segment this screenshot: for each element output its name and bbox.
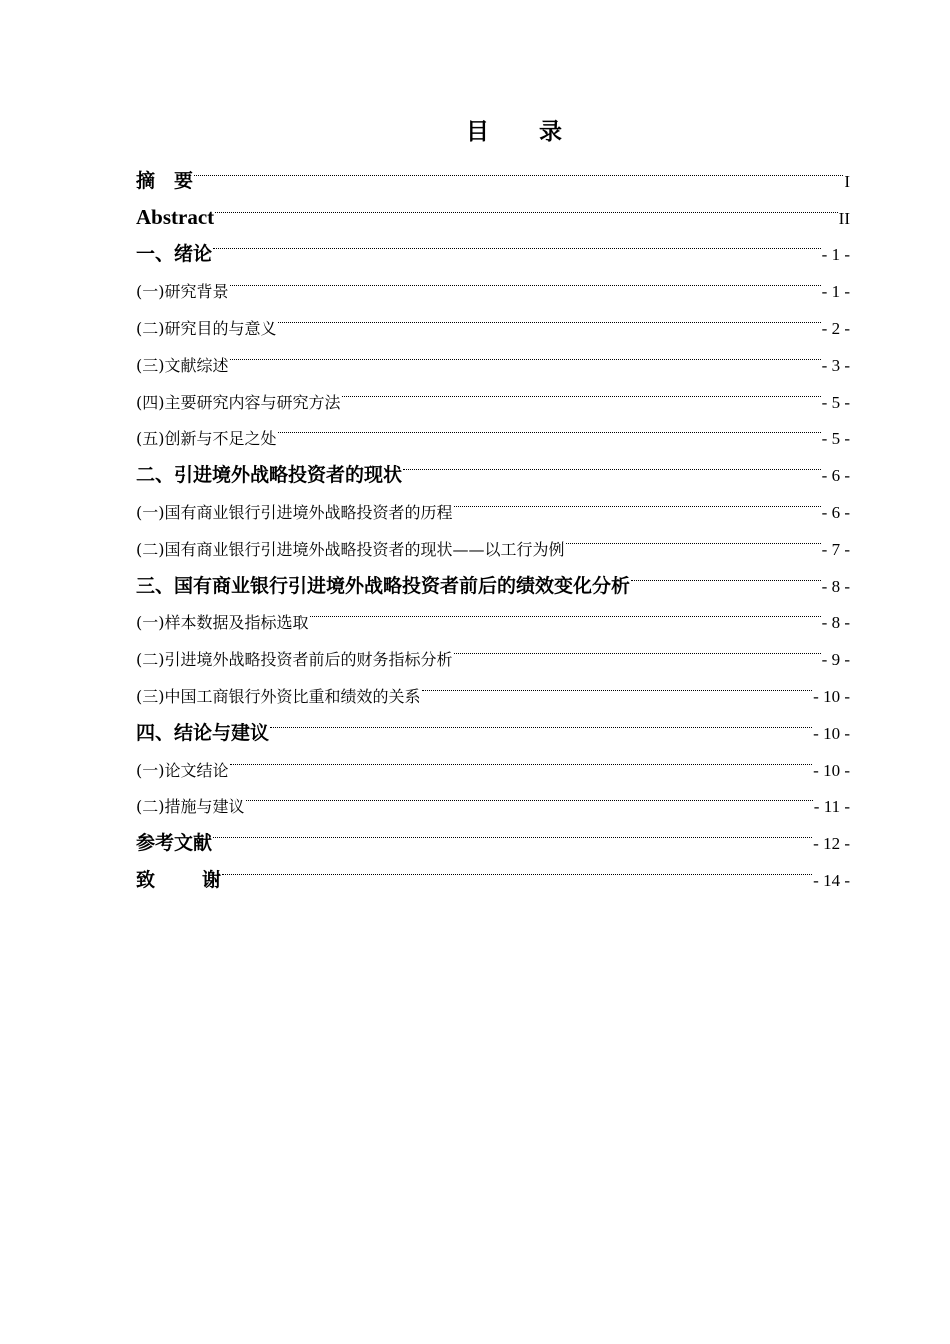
toc-entry[interactable]	[136, 187, 850, 229]
toc-entry-page-number: - 8 -	[821, 613, 850, 633]
toc-entry-page-number: - 3 -	[821, 355, 850, 375]
toc-entry[interactable]	[136, 776, 850, 817]
toc-entry-label: Abstract	[136, 204, 215, 229]
toc-entry-label: 四、结论与建议	[136, 721, 270, 744]
toc-entry-label: (五)创新与不足之处	[136, 429, 277, 449]
toc-entry-page-number: - 7 -	[821, 539, 850, 559]
toc-dot-leader	[309, 592, 822, 629]
toc-entry-page-number: - 10 -	[813, 760, 850, 780]
toc-entry-page-number: - 1 -	[821, 282, 850, 302]
toc-entry-label: 一、绪论	[136, 243, 213, 266]
toc-entry-label-char: 谢	[202, 868, 222, 891]
toc-entry-page-number: - 6 -	[821, 466, 850, 486]
toc-title	[0, 114, 950, 150]
toc-entry-label: (三)文献综述	[136, 355, 229, 375]
toc-entry-page-number: - 8 -	[821, 576, 850, 596]
toc-entry-label: (一)研究背景	[136, 282, 229, 302]
toc-dot-leader	[269, 702, 813, 739]
toc-dot-leader	[229, 260, 822, 297]
toc-entry[interactable]	[136, 224, 850, 266]
toc-dot-leader	[193, 150, 844, 187]
toc-entry-label: (一)国有商业银行引进境外战略投资者的历程	[136, 502, 453, 522]
toc-entry-page-number: II	[838, 208, 850, 228]
toc-dot-leader	[229, 739, 814, 776]
toc-entry-label: (一)样本数据及指标选取	[136, 613, 309, 633]
toc-entry-label: (二)措施与建议	[136, 797, 245, 817]
toc-entry-page-number: - 10 -	[813, 723, 850, 743]
toc-entry-page-number: - 1 -	[821, 245, 850, 265]
toc-entry[interactable]	[136, 260, 850, 302]
toc-entry-label-char: 致	[136, 868, 156, 891]
toc-entry[interactable]	[136, 371, 850, 412]
toc-entry[interactable]	[136, 812, 850, 855]
toc-entry[interactable]	[136, 739, 850, 780]
toc-dot-leader	[212, 224, 822, 261]
toc-entry[interactable]	[136, 150, 850, 192]
toc-entry-label	[136, 163, 193, 200]
toc-title-char: 录	[539, 119, 562, 145]
toc-dot-leader	[453, 628, 822, 665]
toc-entry-label: 参考文献	[136, 832, 213, 855]
toc-entry-page-number: - 14 -	[813, 870, 850, 890]
toc-dot-leader	[630, 555, 822, 592]
toc-entry-page-number: - 11 -	[813, 797, 850, 817]
toc-entry-label: (二)研究目的与意义	[136, 318, 277, 338]
toc-dot-leader	[212, 812, 813, 849]
toc-entry-page-number: - 6 -	[821, 502, 850, 522]
toc-dot-leader	[229, 334, 822, 371]
toc-entry-label: (一)论文结论	[136, 760, 229, 780]
toc-title-char: 目	[466, 119, 489, 145]
toc-entry-page-number: - 10 -	[813, 686, 850, 706]
toc-entry[interactable]	[136, 849, 850, 891]
toc-entry-page-number: - 2 -	[821, 318, 850, 338]
toc-dot-leader	[341, 371, 822, 408]
toc-entry-label: (三)中国工商银行外资比重和绩效的关系	[136, 686, 421, 706]
toc-entry-page-number: - 9 -	[821, 650, 850, 670]
toc-entry-label	[136, 862, 221, 899]
toc-dot-leader	[277, 297, 822, 334]
toc-entry-label-char: 要	[174, 169, 194, 192]
toc-entry-label: 二、引进境外战略投资者的现状	[136, 464, 403, 487]
toc-dot-leader	[277, 408, 822, 445]
toc-dot-leader	[453, 481, 822, 518]
toc-entry-page-number: - 5 -	[821, 392, 850, 412]
toc-entry[interactable]	[136, 334, 850, 375]
toc-entry-page-number: - 12 -	[813, 834, 850, 854]
toc-entry[interactable]	[136, 297, 850, 338]
toc-dot-leader	[214, 187, 839, 224]
table-of-contents	[136, 150, 850, 891]
toc-entry-label: (二)引进境外战略投资者前后的财务指标分析	[136, 650, 453, 670]
toc-dot-leader	[221, 849, 813, 886]
toc-dot-leader	[245, 776, 814, 813]
toc-entry-label: (二)国有商业银行引进境外战略投资者的现状——以工行为例	[136, 539, 565, 559]
toc-entry-page-number: - 5 -	[821, 429, 850, 449]
toc-entry-label: (四)主要研究内容与研究方法	[136, 392, 341, 412]
toc-entry-label-char: 摘	[136, 169, 156, 192]
toc-entry-page-number: I	[844, 171, 850, 191]
toc-dot-leader	[421, 665, 814, 702]
toc-dot-leader	[402, 444, 822, 481]
toc-entry-label: 三、国有商业银行引进境外战略投资者前后的绩效变化分析	[136, 574, 631, 597]
toc-dot-leader	[565, 518, 822, 555]
